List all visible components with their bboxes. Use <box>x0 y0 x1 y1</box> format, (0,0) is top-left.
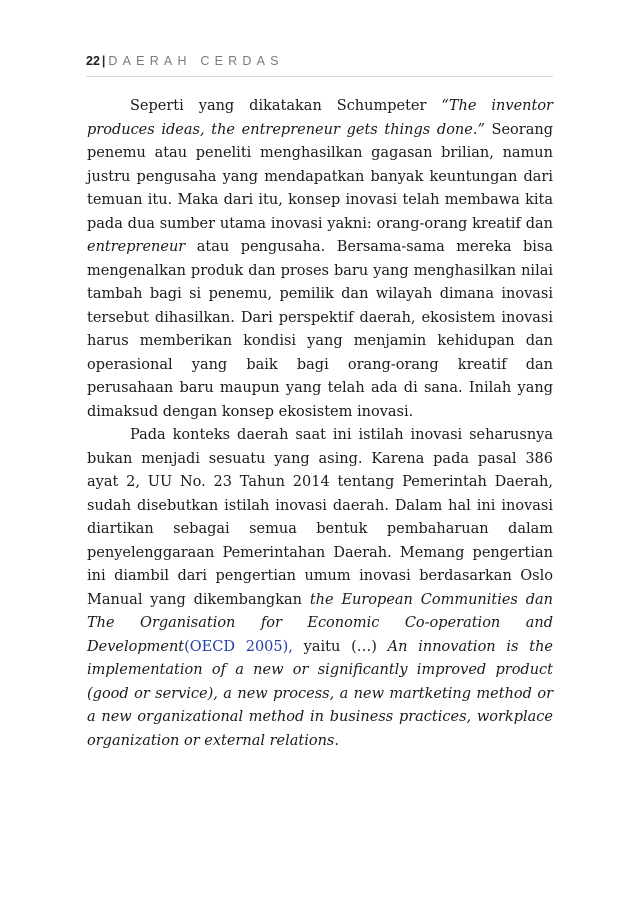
paragraph-1-text-3: atau pengusaha. Bersama-sama mereka bisa mengenalkan produk dan proses baru yang menghasilkan nilai tambah bagi si penemu, pemilik dan wilayah dimana inovasi tersebut dihasilkan. Dari perspektif daerah, ekosistem inovasi harus memberikan kondisi yang menjamin kehidupan dan operasional yang baik bagi orang-orang kreatif dan perusahaan baru maupun yang telah ada di sana. Inilah yang dimaksud dengan konsep ekosistem inovasi. <box>87 239 553 420</box>
entrepreneur-term: entrepreneur <box>87 239 186 255</box>
paragraph-2-text-1: Pada konteks daerah saat ini istilah inovasi seharusnya bukan menjadi sesuatu yang asing. Karena pada pasal 386 ayat 2, UU No. 23 Tahun 2014 tentang Pemerintah Daerah, sudah disebutkan istilah inovasi daerah. Dalam hal ini inovasi diartikan sebagai semua bentuk pembaharuan dalam penyelenggaraan Pemerintahan Daerah. Memang pengertian ini diambil dari pengertian umum inovasi berdasarkan Oslo Manual yang dikembangkan <box>87 427 553 608</box>
page-header <box>86 54 552 78</box>
paragraph-2-text-2: yaitu (…) <box>292 638 388 655</box>
paragraph-2 <box>87 424 553 753</box>
organisations-name: the European Communities dan The Organisation for Economic Co-operation and Development <box>87 591 553 655</box>
header-divider <box>86 76 553 77</box>
oecd-citation: (OECD 2005), <box>184 638 293 655</box>
paragraph-1 <box>87 95 553 424</box>
schumpeter-quote: “The inventor produces ideas, the entrepreneur gets things done.” <box>87 98 553 138</box>
innovation-definition: An innovation is the implementation of a new or significantly improved product (good or service), a new process, a new martketing method or a new organizational method in business practices, workplace organization or external relations <box>87 638 553 749</box>
paragraph-2-end: . <box>334 732 339 749</box>
body-text <box>87 95 553 753</box>
running-title: DAERAH CERDAS <box>108 54 284 68</box>
paragraph-1-text-1: Seperti yang dikatakan Schumpeter <box>130 98 442 114</box>
paragraph-1-text-2: Seorang penemu atau peneliti menghasilkan gagasan brilian, namun justru pengusaha yang mendapatkan banyak keuntungan dari temuan itu. Maka dari itu, konsep inovasi telah membawa kita pada dua sumber utama inovasi yakni: orang-orang kreatif dan <box>87 121 553 232</box>
header-separator: | <box>101 54 106 68</box>
page-number: 22 <box>86 54 100 68</box>
